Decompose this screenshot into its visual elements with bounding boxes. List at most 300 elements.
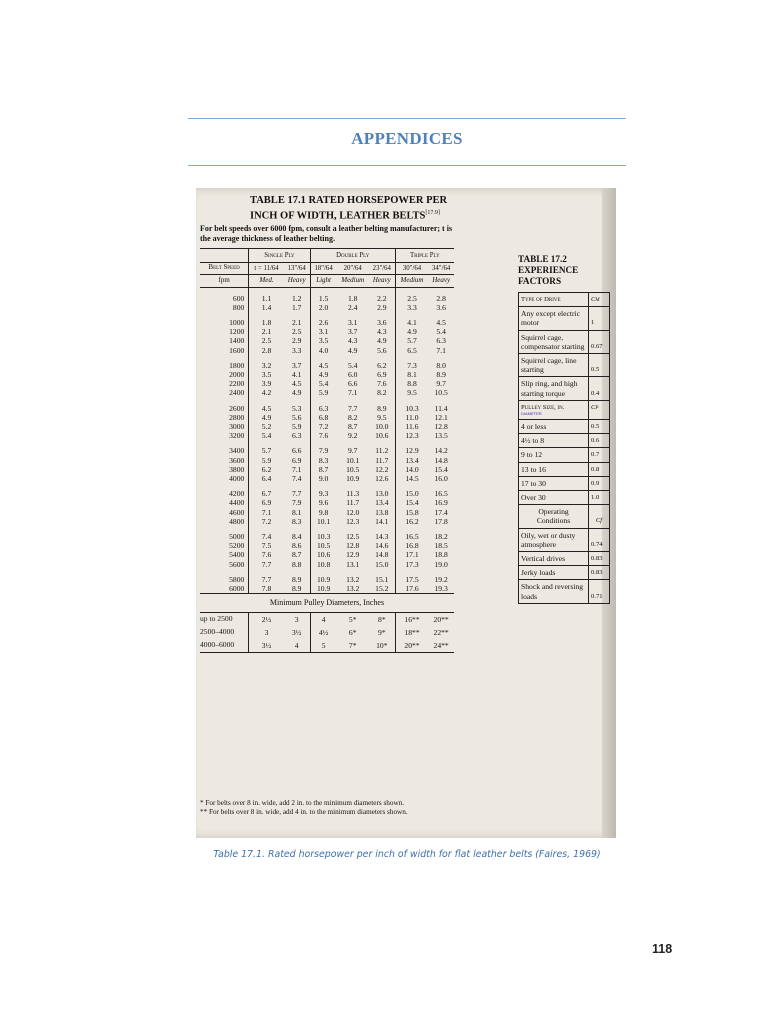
horsepower-cell: 5.4 [436,327,446,337]
weight-header: Heavy [284,275,310,287]
horsepower-cell: 11.2 [375,446,389,456]
pulley-diameter-cell: 7* [337,639,369,653]
table1 [200,248,454,653]
horsepower-cell: 8.7 [310,465,336,474]
pulley-diameter-cell: 2½ [261,614,272,624]
horsepower-cell: 2.9 [377,302,387,312]
horsepower-cell: 4.9 [347,345,358,355]
belt-speed-cell: 2400 [200,388,249,397]
factor-condition: Squirrel cage, line starting [519,354,589,377]
thickness-header: 23"/64 [372,265,391,273]
horsepower-cell: 12.8 [346,541,360,551]
horsepower-cell: 4.9 [261,412,272,422]
table-row [200,498,454,507]
horsepower-cell: 17.4 [434,507,448,517]
horsepower-cell: 14.6 [375,541,389,551]
horsepower-cell: 12.0 [346,507,360,517]
factor-condition: Any except electric motor [519,307,589,330]
horsepower-cell: 2.5 [291,327,302,337]
horsepower-cell: 8.1 [291,507,302,517]
horsepower-cell: 3.7 [347,327,358,337]
factor-value: 0.71 [589,580,610,603]
pulley-diameter-cell: 4 [310,612,336,626]
pulley-speed-range: 2500–4000 [200,626,249,639]
horsepower-cell: 1.4 [261,302,272,312]
pulley-diameter-cell: 5* [348,614,357,624]
factor-row [519,330,610,353]
factor-row [519,307,610,330]
horsepower-cell: 5.7 [261,446,272,456]
horsepower-cell: 1.5 [310,287,336,303]
factor-row [519,434,610,448]
horsepower-cell: 7.2 [310,422,336,431]
factor-condition: 17 to 30 [519,476,589,490]
horsepower-cell: 10.9 [310,584,336,594]
factor-condition: Jerky loads [519,566,589,580]
horsepower-cell: 9.7 [436,379,446,389]
factor-row [519,491,610,505]
horsepower-cell: 6.2 [377,360,387,370]
footnote-double-star: ** For belts over 8 in. wide, add 4 in. to the minimum diameters shown. [200,807,408,816]
horsepower-cell: 15.2 [375,584,389,594]
factor-row [519,566,610,580]
horsepower-cell: 14.5 [395,474,428,483]
table-row [200,560,454,569]
horsepower-cell: 6.3 [291,431,302,441]
horsepower-cell: 7.1 [291,464,302,474]
table-row [200,370,454,379]
horsepower-cell: 11.4 [434,403,448,413]
horsepower-cell: 5.6 [377,345,387,355]
factor-row [519,420,610,434]
horsepower-cell: 6.2 [261,464,272,474]
operating-conditions-header [519,505,610,528]
horsepower-cell: 4.9 [395,327,428,336]
horsepower-cell: 10.5 [434,388,448,398]
horsepower-cell: 8.2 [377,388,387,398]
factor-condition: Shock and reversing loads [519,580,589,603]
horsepower-cell: 7.6 [261,550,272,560]
pulley-size-header-text: Pulley Size, in. [521,403,565,411]
table-row [200,336,454,345]
operating-conditions-label: Operating Conditions [519,505,589,528]
horsepower-cell: 17.1 [395,550,428,559]
table1-thickness-row [200,263,454,275]
horsepower-cell: 7.6 [377,379,387,389]
pulley-diameter-cell: 16** [395,612,428,626]
factor-condition: Vertical drives [519,552,589,566]
horsepower-cell: 16.5 [434,489,448,499]
horsepower-cell: 3.1 [347,318,358,328]
horsepower-cell: 18.5 [434,541,448,551]
horsepower-cell: 1.8 [347,293,358,303]
horsepower-cell: 14.2 [434,446,448,456]
page-number: 118 [652,942,673,956]
belt-speed-cell: 3400 [200,440,249,455]
horsepower-cell: 6.6 [291,446,302,456]
pulley-size-header [519,400,610,419]
pulley-speed-range: 4000–6000 [200,639,249,653]
table1-footnotes [200,799,462,816]
horsepower-cell: 9.0 [310,474,336,483]
pulley-diameter-cell: 18** [395,626,428,639]
horsepower-cell: 15.8 [395,508,428,517]
table2-title-line1: TABLE 17.2 [518,254,567,264]
handwritten-annotation: diameter [521,411,542,418]
horsepower-cell: 6.7 [261,489,272,499]
figure-caption: Table 17.1. Rated horsepower per inch of width for flat leather belts (Faires, 1969) [213,849,601,860]
table-row [200,483,454,498]
thickness-header: 20"/64 [343,265,362,273]
table-row [200,456,454,465]
horsepower-cell: 5.6 [291,412,302,422]
factor-row [519,354,610,377]
horsepower-cell: 10.6 [375,431,389,441]
horsepower-cell: 4.5 [261,403,272,413]
pulley-diameter-cell: 20** [433,614,449,624]
table-row [200,569,454,584]
belt-speed-cell: 1400 [200,336,249,345]
horsepower-cell: 4.5 [291,379,302,389]
horsepower-cell: 8.9 [291,574,302,584]
table-row [200,312,454,327]
horsepower-cell: 19.2 [434,574,448,584]
horsepower-cell: 14.8 [375,550,389,560]
horsepower-cell: 6.9 [291,455,302,465]
table-row [200,584,454,594]
factor-value: 0.83 [589,566,610,580]
pulley-diameter-cell: 4½ [310,626,336,639]
min-pulley-title-row [200,594,454,612]
horsepower-cell: 6.9 [261,498,272,508]
horsepower-cell: 3.5 [261,370,272,380]
pulley-diameter-cell: 3 [264,627,269,637]
horsepower-cell: 6.4 [261,474,272,484]
table1-weight-row [200,275,454,287]
table1-note: For belt speeds over 6000 fpm, consult a leather belting manufacturer; t is the average thickness of leather belting. [200,224,453,243]
horsepower-cell: 18.8 [434,550,448,560]
table2-title-line2: EXPERIENCE [518,265,579,275]
horsepower-cell: 7.7 [261,559,272,569]
horsepower-cell: 7.4 [291,474,302,484]
horsepower-cell: 8.9 [377,403,387,413]
drive-type-header [519,293,610,307]
horsepower-cell: 11.0 [395,413,428,422]
belt-speed-cell: 1000 [200,312,249,327]
factor-condition: 9 to 12 [519,448,589,462]
table1-title-line1: TABLE 17.1 RATED HORSEPOWER PER [250,195,448,206]
horsepower-cell: 8.8 [395,379,428,388]
table2 [518,292,610,604]
horsepower-cell: 2.6 [310,312,336,327]
horsepower-cell: 7.8 [261,584,272,594]
horsepower-cell: 10.8 [310,560,336,569]
horsepower-cell: 3.6 [436,302,446,312]
horsepower-cell: 2.8 [261,345,272,355]
horsepower-cell: 8.1 [395,370,428,379]
horsepower-cell: 3.2 [261,360,272,370]
table-row [200,398,454,413]
horsepower-cell: 18.2 [434,532,448,542]
horsepower-cell: 17.5 [395,569,428,584]
horsepower-cell: 6.3 [310,398,336,413]
belt-speed-cell: 4000 [200,474,249,483]
horsepower-cell: 7.7 [261,574,272,584]
horsepower-cell: 9.5 [377,412,387,422]
factor-value: 0.6 [589,434,610,448]
pulley-diameter-cell: 22** [433,627,449,637]
unit-fpm-label: fpm [200,275,249,287]
belt-speed-cell: 6000 [200,584,249,594]
horsepower-cell: 14.3 [375,532,389,542]
belt-speed-cell: 3800 [200,465,249,474]
belt-speed-cell: 3600 [200,456,249,465]
table-row [200,550,454,559]
pulley-size-header-label [519,400,589,419]
table-row [200,346,454,355]
horsepower-cell: 1.7 [291,302,302,312]
horsepower-cell: 7.9 [291,498,302,508]
horsepower-cell: 8.3 [310,456,336,465]
weight-header: Light [310,275,336,287]
horsepower-cell: 2.1 [291,318,302,328]
factor-condition: 4½ to 8 [519,434,589,448]
factor-value: 0.9 [589,476,610,490]
horsepower-cell: 14.8 [434,455,448,465]
horsepower-cell: 5.9 [291,422,302,432]
header-spacer [200,249,249,263]
horsepower-cell: 19.3 [434,584,448,594]
horsepower-cell: 9.8 [310,508,336,517]
drive-type-header-label [519,293,589,307]
top-rule [188,118,626,119]
belt-speed-cell: 5200 [200,541,249,550]
horsepower-cell: 14.1 [375,516,389,526]
factor-value: 0.5 [589,354,610,377]
table1-title [250,194,510,223]
horsepower-cell: 8.4 [291,532,302,542]
horsepower-cell: 2.2 [377,293,387,303]
table-row [200,413,454,422]
horsepower-cell: 11.7 [346,498,360,508]
pulley-size-header-symbol: Cp [589,400,610,419]
operating-conditions-symbol: Cf [589,505,610,528]
horsepower-cell: 17.3 [395,560,428,569]
horsepower-cell: 4.9 [310,370,336,379]
horsepower-cell: 12.3 [346,516,360,526]
horsepower-cell: 12.5 [346,532,360,542]
horsepower-cell: 5.3 [291,403,302,413]
table1-title-ref: [17.9] [425,210,440,216]
horsepower-cell: 5.4 [261,431,272,441]
factor-row [519,580,610,603]
footnote-single-star: * For belts over 8 in. wide, add 2 in. to the minimum diameters shown. [200,799,405,807]
horsepower-cell: 3.5 [310,336,336,345]
table-row [200,388,454,397]
horsepower-cell: 8.7 [347,422,358,432]
table-row [200,287,454,303]
belt-speed-cell: 5600 [200,560,249,569]
horsepower-cell: 10.5 [346,464,360,474]
horsepower-cell: 4.1 [291,370,302,380]
belt-speed-cell: 1200 [200,327,249,336]
belt-speed-cell: 4800 [200,517,249,526]
horsepower-cell: 9.6 [310,498,336,507]
table1-group-header-row [200,249,454,263]
table-row [200,517,454,526]
pulley-diameter-cell: 4 [284,639,310,653]
horsepower-cell: 8.9 [436,370,446,380]
horsepower-cell: 11.3 [346,489,360,499]
horsepower-cell: 7.1 [261,507,272,517]
table-row [200,440,454,455]
horsepower-cell: 15.4 [434,464,448,474]
horsepower-cell: 7.7 [347,403,358,413]
horsepower-cell: 10.5 [310,541,336,550]
horsepower-cell: 15.1 [375,574,389,584]
horsepower-cell: 4.2 [261,388,272,398]
horsepower-cell: 17.6 [395,584,428,594]
horsepower-cell: 16.9 [434,498,448,508]
horsepower-cell: 7.7 [291,489,302,499]
horsepower-cell: 13.0 [375,489,389,499]
factor-row [519,476,610,490]
pulley-diameter-cell: 10* [369,639,395,653]
ply-group-header: Single Ply [249,249,310,263]
horsepower-cell: 7.1 [436,345,446,355]
belt-speed-cell: 3000 [200,422,249,431]
weight-header: Med. [249,275,284,287]
pulley-diameter-cell: 24** [428,639,454,653]
horsepower-cell: 5.2 [261,422,272,432]
horsepower-cell: 16.2 [395,517,428,526]
factor-condition: 13 to 16 [519,462,589,476]
horsepower-cell: 5.9 [261,455,272,465]
factor-row [519,528,610,551]
horsepower-cell: 8.2 [347,412,358,422]
horsepower-cell: 1.8 [261,318,272,328]
horsepower-cell: 12.8 [434,422,448,432]
horsepower-cell: 11.7 [375,455,389,465]
thickness-header: t = 11/64 [254,265,279,273]
pulley-row [200,612,454,626]
horsepower-cell: 7.9 [310,440,336,455]
horsepower-cell: 13.1 [346,559,360,569]
factor-row [519,448,610,462]
pulley-row [200,626,454,639]
table-row [200,474,454,483]
horsepower-cell: 5.9 [310,388,336,397]
factor-value: 0.8 [589,462,610,476]
horsepower-cell: 6.6 [347,379,358,389]
horsepower-cell: 12.9 [395,440,428,455]
factor-row [519,552,610,566]
belt-speed-cell: 2200 [200,379,249,388]
horsepower-cell: 1.2 [291,293,302,303]
horsepower-cell: 2.0 [310,303,336,312]
pulley-speed-range: up to 2500 [200,612,249,626]
table-row [200,526,454,541]
drive-type-header-symbol: Cm [589,293,610,307]
weight-header: Heavy [369,275,395,287]
factor-value: 0.4 [589,377,610,400]
horsepower-cell: 5.4 [347,360,358,370]
belt-speed-cell: 5800 [200,569,249,584]
horsepower-cell: 3.3 [395,303,428,312]
horsepower-cell: 5.7 [395,336,428,345]
horsepower-cell: 4.5 [436,318,446,328]
horsepower-cell: 4.3 [377,327,387,337]
horsepower-cell: 6.9 [377,370,387,380]
horsepower-cell: 4.9 [377,336,387,346]
weight-header: Medium [395,275,428,287]
thickness-header: 18"/64 [310,263,336,275]
factor-value: 0.74 [589,528,610,551]
table-row [200,303,454,312]
horsepower-cell: 16.5 [395,526,428,541]
table1-title-line2: INCH OF WIDTH, LEATHER BELTS [250,210,426,222]
horsepower-cell: 7.6 [310,431,336,440]
horsepower-cell: 10.0 [375,422,389,432]
horsepower-cell: 6.8 [310,413,336,422]
thickness-header: 30"/64 [395,263,428,275]
factor-value: 1 [589,307,610,330]
belt-speed-label: Belt Speed [200,263,249,275]
table-row [200,465,454,474]
horsepower-cell: 10.3 [395,398,428,413]
factor-value: 0.7 [589,448,610,462]
horsepower-cell: 2.4 [347,302,358,312]
thickness-header: 13"/64 [287,265,306,273]
horsepower-cell: 3.7 [291,360,302,370]
horsepower-cell: 6.5 [395,346,428,355]
belt-speed-cell: 800 [200,303,249,312]
horsepower-cell: 3.3 [291,345,302,355]
factor-condition: Squirrel cage, compensator starting [519,330,589,353]
horsepower-cell: 17.8 [434,516,448,526]
horsepower-cell: 7.3 [395,355,428,370]
horsepower-cell: 13.8 [375,507,389,517]
factor-value: 1.0 [589,491,610,505]
horsepower-cell: 4.0 [310,346,336,355]
horsepower-cell: 1.1 [261,293,272,303]
pulley-row [200,639,454,653]
horsepower-cell: 8.6 [291,541,302,551]
horsepower-cell: 10.9 [346,474,360,484]
belt-speed-cell: 2600 [200,398,249,413]
min-pulley-title: Minimum Pulley Diameters, Inches [200,594,454,612]
weight-header: Heavy [428,275,454,287]
table2-title [518,254,578,287]
bottom-rule [188,165,626,166]
belt-speed-cell: 4600 [200,508,249,517]
horsepower-cell: 7.4 [261,532,272,542]
belt-speed-cell: 600 [200,287,249,303]
horsepower-cell: 13.4 [375,498,389,508]
horsepower-cell: 10.3 [310,526,336,541]
factor-row [519,377,610,400]
horsepower-cell: 10.1 [310,517,336,526]
horsepower-cell: 6.0 [347,370,358,380]
factor-value: 0.83 [589,552,610,566]
horsepower-cell: 2.5 [395,287,428,303]
horsepower-cell: 6.3 [436,336,446,346]
horsepower-cell: 10.6 [310,550,336,559]
horsepower-cell: 13.2 [346,584,360,594]
belt-speed-cell: 2000 [200,370,249,379]
belt-speed-cell: 1600 [200,346,249,355]
horsepower-cell: 12.6 [375,474,389,484]
